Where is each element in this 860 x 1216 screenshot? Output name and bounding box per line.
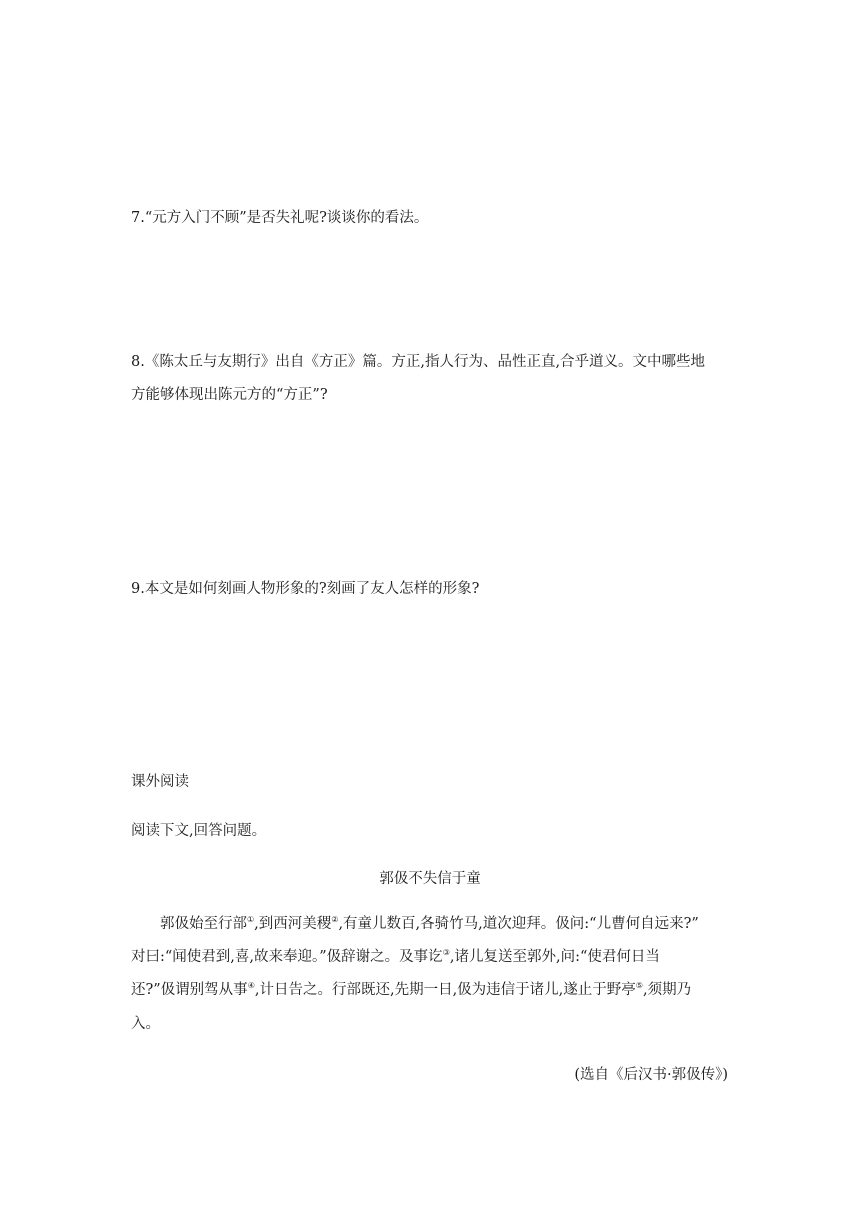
passage-line-3-text-c: ,须期乃 [642,982,692,998]
passage-line-4 [131,1013,160,1035]
passage-line-2-text-a: 对曰:“闻使君到,喜,故来奉迎。”伋辞谢之。及事讫 [131,949,443,965]
passage-line-3-text-a: 还?”伋谓别驾从事 [131,982,248,998]
question-9-text: 9.本文是如何刻画人物形象的?刻画了友人怎样的形象? [131,581,480,597]
passage-line-2-text-b: ,诸儿复送至郭外,问:“使君何日当 [449,949,660,965]
footnote-marker-4: ④ [247,981,255,990]
passage-line-4-text-a: 入。 [131,1016,160,1032]
passage-line-1 [160,913,699,935]
passage-line-2 [131,946,660,968]
passage-line-1-text-a: 郭伋始至行部 [160,916,247,932]
question-7-text: 7.“元方入门不顾”是否失礼呢?谈谈你的看法。 [131,210,429,226]
question-8-text-line-1: 8.《陈太丘与友期行》出自《方正》篇。方正,指人行为、品性正直,合乎道义。文中哪些地 [131,354,706,370]
reading-instruction: 阅读下文,回答问题。 [131,823,267,839]
passage-line-1-text-c: ,有童儿数百,各骑竹马,道次迎拜。伋问:“儿曹何自远来?” [338,916,699,932]
passage-source: (选自《后汉书·郭伋传》) [574,1067,728,1083]
question-8-text-line-2: 方能够体现出陈元方的“方正”? [131,387,328,403]
passage-title: 郭伋不失信于童 [379,871,481,887]
passage-line-3 [131,979,691,1001]
passage-line-3-text-b: ,计日告之。行部既还,先期一日,伋为违信于诸儿,遂止于野亭 [254,982,636,998]
passage-line-1-text-b: ,到西河美稷 [254,916,332,932]
footnote-marker-5: ⑤ [635,981,643,990]
section-heading: 课外阅读 [131,774,189,790]
footnote-marker-2: ② [331,915,339,924]
footnote-marker-3: ③ [442,948,450,957]
footnote-marker-1: ① [247,915,255,924]
